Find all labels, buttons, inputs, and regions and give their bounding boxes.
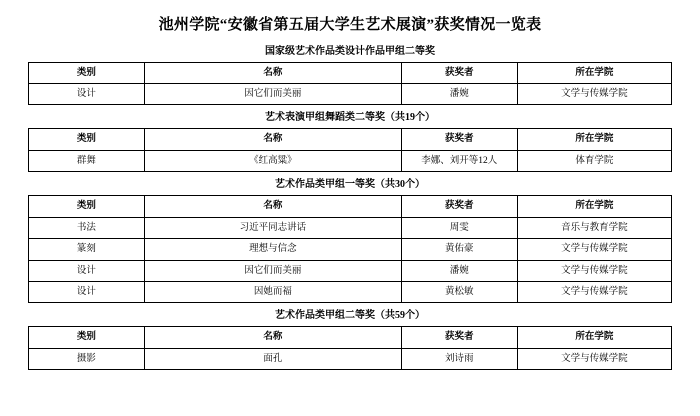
table-row bbox=[29, 150, 672, 171]
column-header-name: 名称 bbox=[144, 62, 401, 83]
cell-category: 书法 bbox=[29, 217, 145, 238]
column-header-category: 类别 bbox=[29, 196, 145, 217]
column-header-category: 类别 bbox=[29, 129, 145, 150]
column-header-name: 名称 bbox=[144, 196, 401, 217]
table-header-row bbox=[29, 327, 672, 348]
section-caption: 艺术作品类甲组一等奖（共30个） bbox=[275, 179, 425, 191]
column-header-winner: 获奖者 bbox=[401, 62, 517, 83]
cell-name: 理想与信念 bbox=[144, 239, 401, 260]
page-title: 池州学院“安徽省第五届大学生艺术展演”获奖情况一览表 bbox=[158, 17, 542, 33]
awards-table bbox=[28, 62, 672, 106]
cell-category: 摄影 bbox=[29, 348, 145, 369]
column-header-category: 类别 bbox=[29, 327, 145, 348]
cell-category: 设计 bbox=[29, 260, 145, 281]
cell-college: 体育学院 bbox=[517, 150, 671, 171]
section-caption: 艺术表演甲组舞蹈类二等奖（共19个） bbox=[265, 112, 435, 124]
cell-college: 文学与传媒学院 bbox=[517, 260, 671, 281]
cell-winner: 潘婉 bbox=[401, 83, 517, 104]
table-row bbox=[29, 282, 672, 303]
section-caption: 艺术作品类甲组二等奖（共59个） bbox=[275, 310, 425, 322]
cell-name: 因它们而美丽 bbox=[144, 83, 401, 104]
cell-college: 文学与传媒学院 bbox=[517, 282, 671, 303]
table-row bbox=[29, 217, 672, 238]
cell-college: 文学与传媒学院 bbox=[517, 83, 671, 104]
awards-table bbox=[28, 128, 672, 172]
column-header-college: 所在学院 bbox=[517, 327, 671, 348]
cell-winner: 刘诗雨 bbox=[401, 348, 517, 369]
table-row bbox=[29, 348, 672, 369]
table-header-row bbox=[29, 196, 672, 217]
cell-winner: 潘婉 bbox=[401, 260, 517, 281]
cell-category: 篆刻 bbox=[29, 239, 145, 260]
cell-winner: 李娜、刘开等12人 bbox=[401, 150, 517, 171]
awards-table bbox=[28, 195, 672, 303]
cell-name: 因她而福 bbox=[144, 282, 401, 303]
table-header-row bbox=[29, 62, 672, 83]
column-header-college: 所在学院 bbox=[517, 129, 671, 150]
table-header-row bbox=[29, 129, 672, 150]
column-header-winner: 获奖者 bbox=[401, 129, 517, 150]
column-header-college: 所在学院 bbox=[517, 196, 671, 217]
cell-category: 设计 bbox=[29, 83, 145, 104]
cell-winner: 周雯 bbox=[401, 217, 517, 238]
cell-name: 习近平同志讲话 bbox=[144, 217, 401, 238]
cell-name: 面孔 bbox=[144, 348, 401, 369]
cell-college: 音乐与教育学院 bbox=[517, 217, 671, 238]
cell-category: 群舞 bbox=[29, 150, 145, 171]
cell-winner: 黄佑豪 bbox=[401, 239, 517, 260]
column-header-college: 所在学院 bbox=[517, 62, 671, 83]
column-header-name: 名称 bbox=[144, 327, 401, 348]
awards-table bbox=[28, 326, 672, 370]
cell-college: 文学与传媒学院 bbox=[517, 239, 671, 260]
table-row bbox=[29, 239, 672, 260]
cell-category: 设计 bbox=[29, 282, 145, 303]
section-caption: 国家级艺术作品类设计作品甲组二等奖 bbox=[265, 45, 435, 57]
column-header-category: 类别 bbox=[29, 62, 145, 83]
table-row bbox=[29, 83, 672, 104]
cell-winner: 黄松敏 bbox=[401, 282, 517, 303]
column-header-winner: 获奖者 bbox=[401, 327, 517, 348]
cell-name: 因它们而美丽 bbox=[144, 260, 401, 281]
column-header-name: 名称 bbox=[144, 129, 401, 150]
cell-name: 《红高粱》 bbox=[144, 150, 401, 171]
column-header-winner: 获奖者 bbox=[401, 196, 517, 217]
cell-college: 文学与传媒学院 bbox=[517, 348, 671, 369]
table-row bbox=[29, 260, 672, 281]
